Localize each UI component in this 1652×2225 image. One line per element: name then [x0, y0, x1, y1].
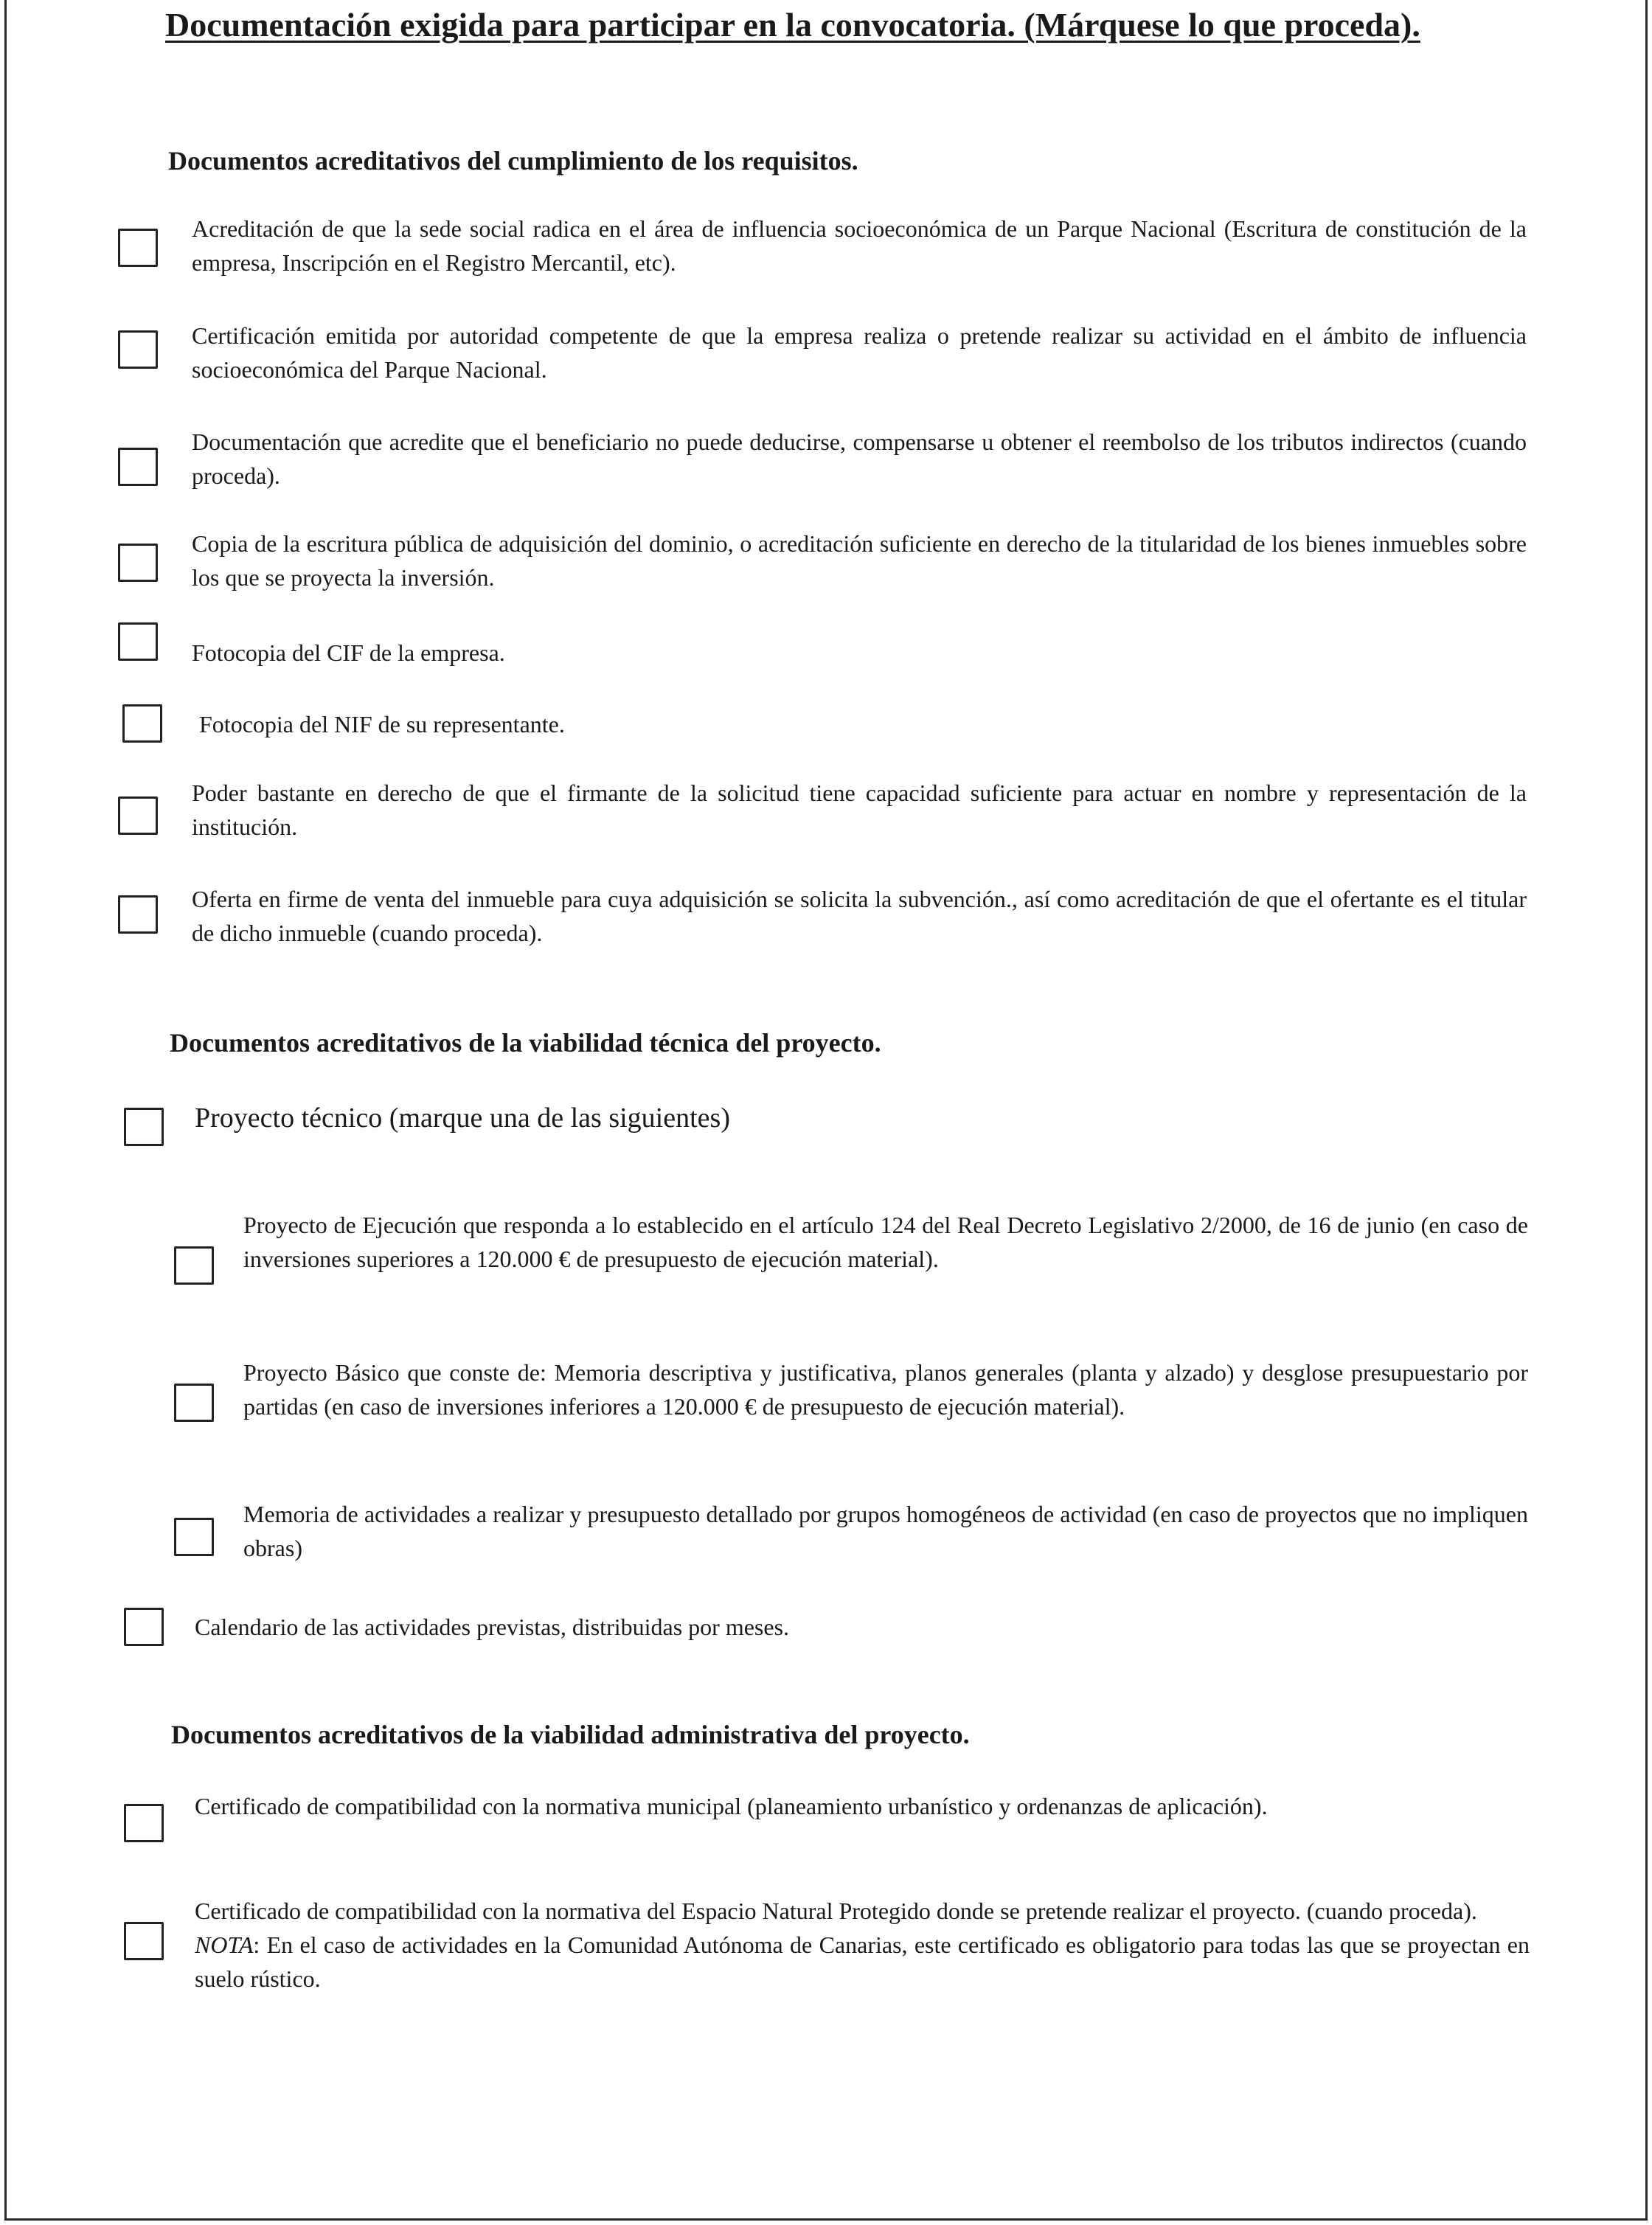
- item-sede-social: Acreditación de que la sede social radica en el área de influencia socioeconómica de un Parque Nacional (Escritura de constitución de la empresa, Inscripción en el Registro Mercantil, etc).: [192, 215, 1527, 276]
- checkbox-oferta-venta[interactable]: [118, 895, 158, 934]
- note: [195, 1928, 1530, 1996]
- checkbox-nif[interactable]: [122, 704, 162, 743]
- checkbox-proyecto-tecnico[interactable]: [124, 1108, 164, 1146]
- section-heading-viabilidad-tecnica: Documentos acreditativos de la viabilidad técnica del proyecto.: [170, 1028, 881, 1058]
- item-escritura-publica: Copia de la escritura pública de adquisición del dominio, o acreditación suficiente en derecho de la titularidad de los bienes inmuebles sobre los que se proyecta la inversión.: [192, 530, 1527, 591]
- item-proyecto-ejecucion: Proyecto de Ejecución que responda a lo establecido en el artículo 124 del Real Decreto Legislativo 2/2000, de 16 de junio (en caso de inversiones superiores a 120.000 € de presupuesto de ejecución material).: [243, 1212, 1528, 1272]
- checkbox-cif[interactable]: [118, 622, 158, 661]
- section-heading-requisitos: Documentos acreditativos del cumplimiento de los requisitos.: [168, 146, 858, 176]
- checkbox-tributos-indirectos[interactable]: [118, 448, 158, 486]
- item-memoria-actividades: Memoria de actividades a realizar y presupuesto detallado por grupos homogéneos de actividad (en caso de proyectos que no impliquen obras): [243, 1501, 1528, 1561]
- checkbox-proyecto-ejecucion[interactable]: [174, 1246, 214, 1285]
- checkbox-escritura-publica[interactable]: [118, 544, 158, 582]
- item-certificacion-actividad: Certificación emitida por autoridad competente de que la empresa realiza o pretende realizar su actividad en el ámbito de influencia socioeconómica del Parque Nacional.: [192, 322, 1527, 383]
- checkbox-poder-bastante[interactable]: [118, 796, 158, 835]
- note-text: : En el caso de actividades en la Comunidad Autónoma de Canarias, este certificado es obligatorio para todas las que se proyectan en suelo rústico.: [195, 1931, 1530, 1992]
- checkbox-certificacion-actividad[interactable]: [118, 330, 158, 369]
- item-calendario: Calendario de las actividades previstas, distribuidas por meses.: [195, 1614, 790, 1640]
- section-heading-viabilidad-administrativa: Documentos acreditativos de la viabilidad administrativa del proyecto.: [171, 1720, 970, 1749]
- checkbox-espacio-natural[interactable]: [124, 1922, 164, 1960]
- item-espacio-natural-block: [195, 1894, 1530, 1996]
- item-nif: Fotocopia del NIF de su representante.: [199, 711, 565, 737]
- note-label: NOTA: [195, 1931, 254, 1958]
- checkbox-proyecto-basico[interactable]: [174, 1384, 214, 1422]
- item-espacio-natural: Certificado de compatibilidad con la normativa del Espacio Natural Protegido donde se pretende realizar el proyecto. (cuando proceda).: [195, 1898, 1477, 1924]
- item-oferta-venta: Oferta en firme de venta del inmueble para cuya adquisición se solicita la subvención., así como acreditación de que el ofertante es el titular de dicho inmueble (cuando proceda).: [192, 886, 1527, 946]
- item-tributos-indirectos: Documentación que acredite que el beneficiario no puede deducirse, compensarse u obtener el reembolso de los tributos indirectos (cuando proceda).: [192, 428, 1527, 489]
- document-title: Documentación exigida para participar en la convocatoria. (Márquese lo que proceda).: [165, 6, 1420, 44]
- item-poder-bastante: Poder bastante en derecho de que el firmante de la solicitud tiene capacidad suficiente para actuar en nombre y representación de la institución.: [192, 780, 1527, 840]
- item-compatibilidad-municipal: Certificado de compatibilidad con la normativa municipal (planeamiento urbanístico y ordenanzas de aplicación).: [195, 1793, 1268, 1819]
- item-proyecto-tecnico: Proyecto técnico (marque una de las siguientes): [195, 1103, 730, 1134]
- item-cif: Fotocopia del CIF de la empresa.: [192, 639, 505, 666]
- checkbox-compatibilidad-municipal[interactable]: [124, 1804, 164, 1842]
- checkbox-memoria-actividades[interactable]: [174, 1518, 214, 1556]
- checkbox-calendario[interactable]: [124, 1608, 164, 1646]
- checkbox-sede-social[interactable]: [118, 229, 158, 267]
- item-proyecto-basico: Proyecto Básico que conste de: Memoria descriptiva y justificativa, planos generales (planta y alzado) y desglose presupuestario por partidas (en caso de inversiones inferiores a 120.000 € de presupuesto de ejecución material).: [243, 1359, 1528, 1420]
